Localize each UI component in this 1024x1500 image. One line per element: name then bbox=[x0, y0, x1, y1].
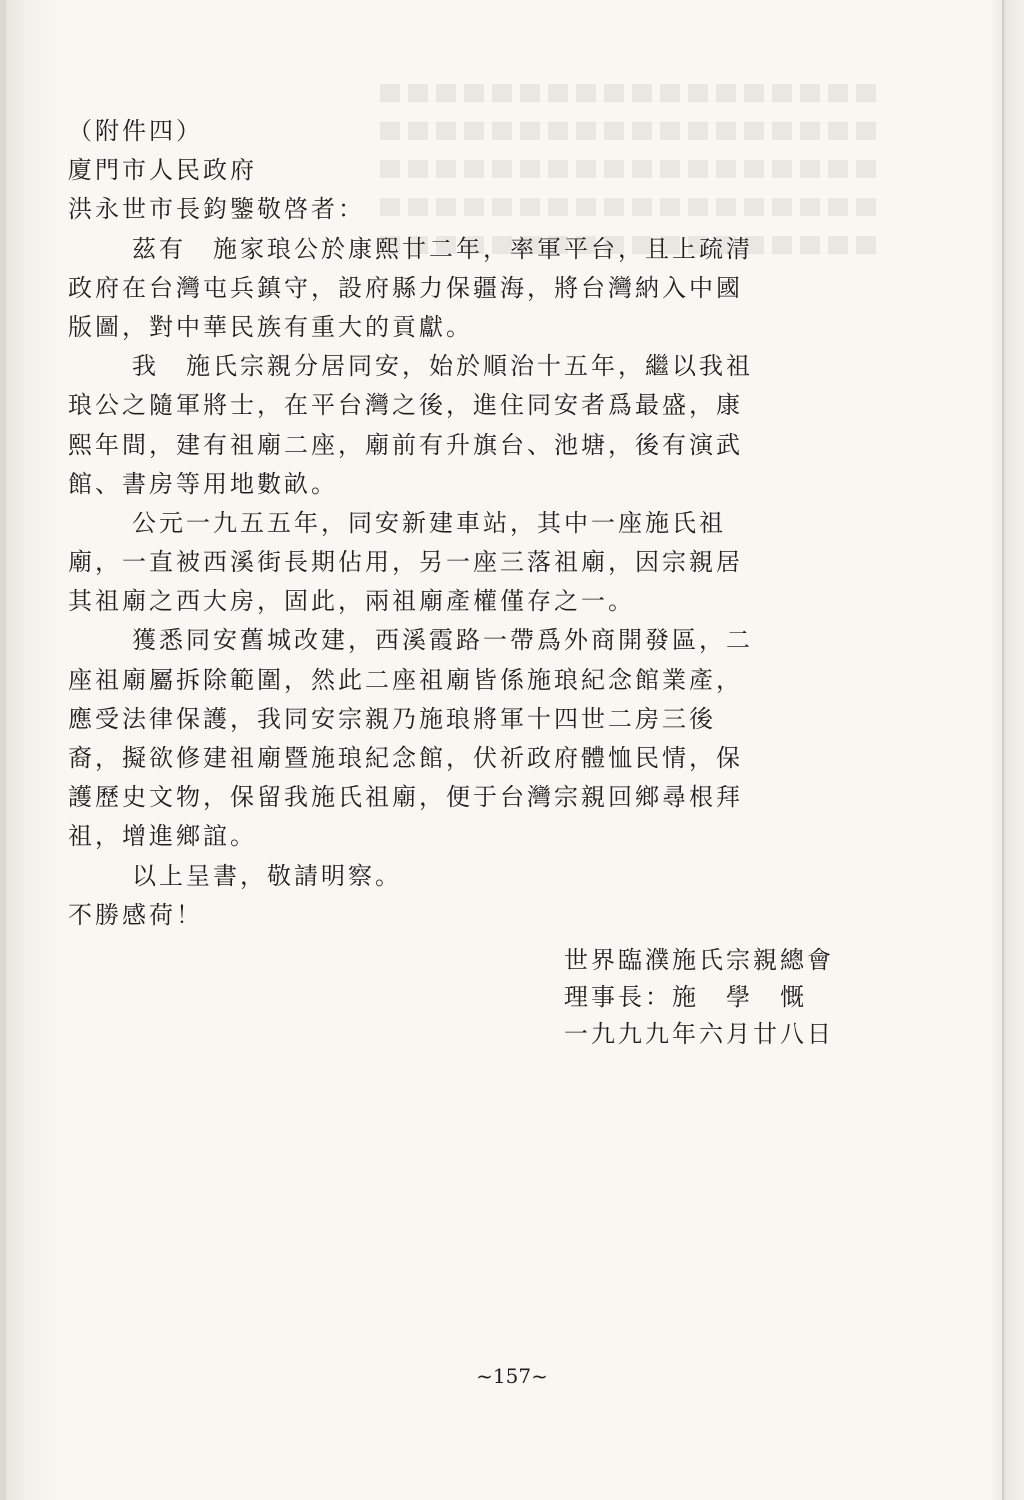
paragraph-line: 公元一九五五年，同安新建車站，其中一座施氏祖 bbox=[132, 508, 726, 537]
paragraph-line: 熙年間，建有祖廟二座，廟前有升旗台、池塘，後有演武 bbox=[68, 430, 743, 459]
paragraph-line: 獲悉同安舊城改建，西溪霞路一帶爲外商開發區，二 bbox=[132, 626, 753, 655]
paragraph-line: 茲有 施家琅公於康熙廿二年，率軍平台，且上疏清 bbox=[132, 234, 753, 263]
signature-title-name: 理事長：施 學 慨 bbox=[564, 983, 807, 1011]
signature-block bbox=[564, 942, 834, 1053]
paragraph-line: 以上呈書，敬請明察。 bbox=[132, 861, 402, 890]
paragraph-line: 應受法律保護，我同安宗親乃施琅將軍十四世二房三後 bbox=[68, 704, 716, 733]
addressee: 廈門市人民政府 bbox=[68, 156, 257, 185]
letter-body bbox=[68, 112, 888, 935]
paragraph-line: 政府在台灣屯兵鎮守，設府縣力保疆海，將台灣納入中國 bbox=[68, 273, 743, 302]
paragraph-line: 裔，擬欲修建祖廟暨施琅紀念館，伏祈政府體恤民情，保 bbox=[68, 744, 743, 772]
salutation: 洪永世市長鈞鑒敬啓者： bbox=[68, 195, 365, 224]
annex-label: （附件四） bbox=[68, 117, 203, 145]
paragraph-2 bbox=[68, 347, 888, 504]
paragraph-5 bbox=[68, 857, 888, 896]
paragraph-line: 護歷史文物，保留我施氏祖廟，便于台灣宗親回鄉尋根拜 bbox=[68, 783, 743, 812]
paragraph-line: 廟，一直被西溪街長期佔用，另一座三落祖廟，因宗親居 bbox=[68, 548, 743, 577]
signature-organization: 世界臨濮施氏宗親總會 bbox=[564, 946, 834, 974]
page-left-edge bbox=[0, 0, 6, 1500]
paragraph-line: 祖，增進鄉誼。 bbox=[68, 822, 257, 851]
paragraph-4 bbox=[68, 621, 888, 856]
paragraph-1 bbox=[68, 230, 888, 348]
paragraph-line: 其祖廟之西大房，固此，兩祖廟產權僅存之一。 bbox=[68, 587, 635, 616]
closing: 不勝感荷！ bbox=[68, 900, 203, 929]
page-number: ~157~ bbox=[476, 1364, 548, 1388]
paragraph-line: 版圖，對中華民族有重大的貢獻。 bbox=[68, 312, 473, 341]
signature-date: 一九九九年六月廿八日 bbox=[564, 1020, 834, 1048]
paragraph-line: 座祖廟屬拆除範圍，然此二座祖廟皆係施琅紀念館業產， bbox=[68, 665, 743, 694]
paragraph-line: 館、書房等用地數畝。 bbox=[68, 469, 338, 498]
paragraph-3 bbox=[68, 504, 888, 622]
paragraph-line: 我 施氏宗親分居同安，始於順治十五年，繼以我祖 bbox=[132, 352, 753, 381]
paragraph-line: 琅公之隨軍將士，在平台灣之後，進住同安者爲最盛，康 bbox=[68, 391, 743, 420]
page-right-edge bbox=[1002, 0, 1024, 1500]
